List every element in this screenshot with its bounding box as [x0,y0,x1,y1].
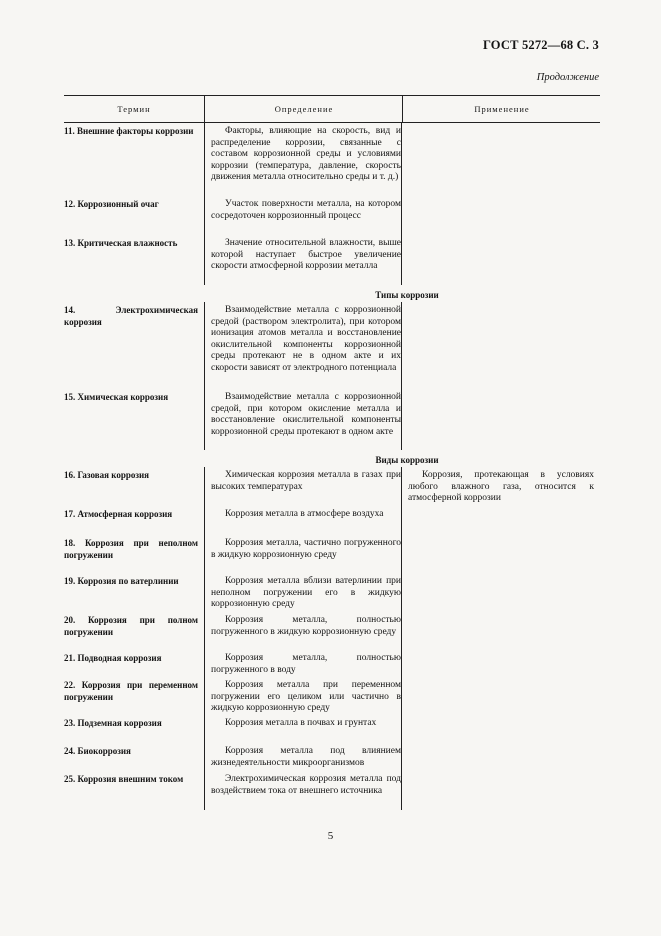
application-cell [401,573,594,612]
table-row [64,743,600,771]
application-cell [401,771,594,810]
definition-cell: Значение относительной влажности, выше которой наступает быстрое увеличение скорости атмосферной коррозии металла [204,235,401,285]
column-header-application: Применение [402,96,601,122]
application-cell [401,196,594,235]
application-cell [401,650,594,677]
term-cell: 24. Биокоррозия [64,746,131,756]
term-cell: 23. Подземная коррозия [64,718,162,728]
definition-cell: Коррозия металла в атмосфере воздуха [204,506,401,535]
term-cell: 11. Внешние факторы коррозии [64,126,194,136]
table-row [64,196,600,235]
table-row [64,715,600,743]
definition-cell: Факторы, влияющие на скорость, вид и распределение коррозии, связанные с составом коррозионной среды и условиями коррозии (температура, давление, скорость движения металла относительно среды и т. д.) [204,123,401,196]
term-cell: 16. Газовая коррозия [64,470,150,480]
definition-cell: Коррозия металла при переменном погружении его целиком или частично в жидкую коррозионную среду [204,677,401,715]
table-row [64,235,600,285]
table-row [64,467,600,506]
term-cell: 17. Атмосферная коррозия [64,509,173,519]
table-row [64,650,600,677]
application-cell [401,389,594,450]
application-cell [401,235,594,285]
application-cell [401,302,594,389]
document-header: ГОСТ 5272—68 С. 3 [482,38,599,52]
table-row [64,389,600,450]
application-cell [401,715,594,743]
application-cell [401,506,594,535]
definition-cell: Взаимодействие металла с коррозионной средой (раствором электролита), при котором ионизация атомов металла и восстановление окислительной компоненты коррозионной среды протекают не в одном акте и их скорости зависят от электродного потенциала [204,302,401,389]
table-row [64,506,600,535]
application-cell: Коррозия, протекающая в условиях любого влажного газа, относится к атмосферной коррозии [401,467,594,506]
definition-cell: Коррозия металла, полностью погруженного в жидкую коррозионную среду [204,612,401,650]
term-cell: 25. Коррозия внешним током [64,774,184,784]
column-header-term: Термин [117,104,151,114]
table-body [64,123,600,810]
application-cell [401,612,594,650]
term-cell: 18. Коррозия при неполном погружении [64,538,198,560]
term-cell: 22. Коррозия при переменном погружении [64,680,198,702]
table-row [64,771,600,810]
definition-cell: Коррозия металла в почвах и грунтах [204,715,401,743]
continuation-label: Продолжение [536,72,599,83]
term-cell: 21. Подводная коррозия [64,653,162,663]
term-cell: 15. Химическая коррозия [64,392,169,402]
section-heading: Типы коррозии [375,290,439,300]
column-header-definition: Определение [204,96,403,122]
application-cell [401,743,594,771]
page-number: 5 [327,830,334,842]
definition-cell: Коррозия металла, полностью погруженного в воду [204,650,401,677]
table-row [64,302,600,389]
application-cell [401,535,594,573]
table-row [64,123,600,196]
table-row [64,573,600,612]
definition-cell: Электрохимическая коррозия металла под воздействием тока от внешнего источника [204,771,401,810]
table-row [64,535,600,573]
application-cell [401,123,594,196]
terms-table [64,95,600,810]
definition-cell: Взаимодействие металла с коррозионной средой, при котором окисление металла и восстановление окислительной компоненты коррозионной среды протекают в одном акте [204,389,401,450]
term-cell: 19. Коррозия по ватерлинии [64,576,179,586]
table-row [64,612,600,650]
definition-cell: Коррозия металла, частично погруженного в жидкую коррозионную среду [204,535,401,573]
definition-cell: Коррозия металла под влиянием жизнедеятельности микроорганизмов [204,743,401,771]
application-cell [401,677,594,715]
term-cell: 20. Коррозия при полном погружении [64,615,198,637]
term-cell: 14. Электрохимическая коррозия [64,305,198,327]
table-header [64,95,600,123]
section-heading: Виды коррозии [375,455,439,465]
definition-cell: Коррозия металла вблизи ватерлинии при неполном погружении его в жидкую коррозионную среду [204,573,401,612]
definition-cell: Химическая коррозия металла в газах при высоких температурах [204,467,401,506]
definition-cell: Участок поверхности металла, на котором сосредоточен коррозионный процесс [204,196,401,235]
term-cell: 12. Коррозионный очаг [64,199,159,209]
term-cell: 13. Критическая влажность [64,238,178,248]
table-row [64,677,600,715]
